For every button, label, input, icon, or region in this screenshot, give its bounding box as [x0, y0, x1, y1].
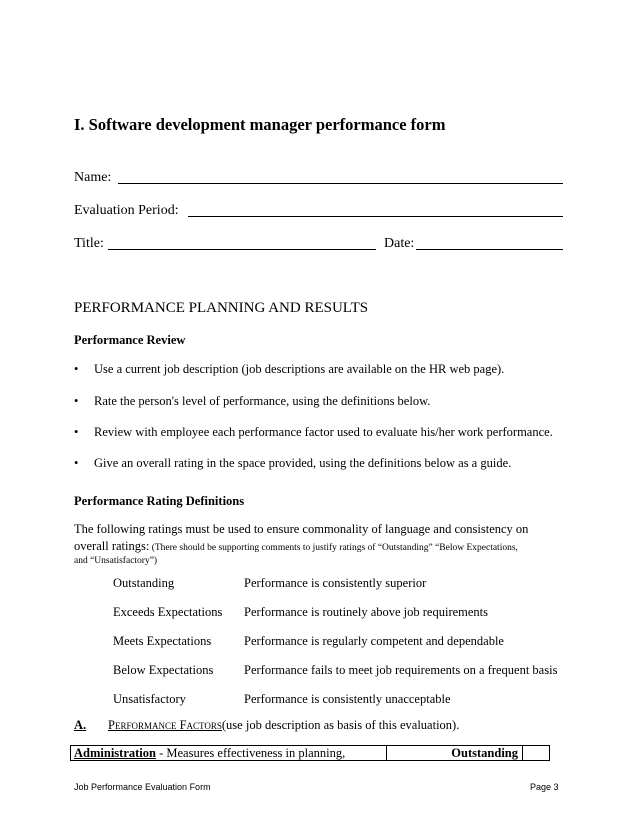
bullet-item: • Rate the person's level of performance, using the definitions below. — [74, 394, 431, 408]
document-title: I. Software development manager performance form — [74, 115, 446, 134]
bullet-item: • Give an overall rating in the space provided, using the definitions below as a guide. — [74, 456, 512, 470]
rating-description: Performance is consistently superior — [244, 576, 427, 590]
rating-term: Unsatisfactory — [113, 692, 186, 706]
rating-intro-line: and “Unsatisfactory”) — [74, 556, 158, 566]
evaluation-period-label: Evaluation Period: — [74, 203, 179, 218]
rating-checkbox[interactable] — [523, 746, 549, 760]
section-heading: PERFORMANCE PLANNING AND RESULTS — [74, 300, 369, 316]
table-row — [70, 745, 550, 761]
rating-intro-line: overall ratings: (There should be supporting comments to justify ratings of “Outstanding” “Below Expectations, — [74, 539, 518, 553]
bullet-item: • Review with employee each performance factor used to evaluate his/her work performance. — [74, 425, 553, 439]
rating-cell: Outstanding — [387, 746, 523, 760]
factors-note: (use job description as basis of this evaluation). — [221, 718, 460, 732]
rating-term: Outstanding — [113, 576, 175, 590]
rating-term: Meets Expectations — [113, 634, 212, 648]
date-label: Date: — [384, 236, 415, 251]
factor-cell: Administration - Measures effectiveness in planning, — [71, 746, 387, 760]
rating-description: Performance fails to meet job requirements on a frequent basis — [244, 663, 558, 677]
performance-review-heading: Performance Review — [74, 333, 186, 347]
rating-term: Exceeds Expectations — [113, 605, 223, 619]
rating-term: Below Expectations — [113, 663, 214, 677]
bullet-item: • Use a current job description (job descriptions are available on the HR web page). — [74, 362, 505, 376]
rating-definitions-heading: Performance Rating Definitions — [74, 494, 245, 508]
footer-page-number: Page 3 — [530, 782, 559, 792]
footer-left: Job Performance Evaluation Form — [74, 782, 211, 792]
date-field[interactable] — [416, 249, 563, 250]
title-field[interactable] — [108, 249, 376, 250]
performance-factors-line — [74, 718, 459, 733]
title-label: Title: — [74, 236, 104, 251]
rating-intro-line: The following ratings must be used to ensure commonality of language and consistency on — [74, 522, 529, 536]
rating-description: Performance is consistently unacceptable — [244, 692, 451, 706]
name-label: Name: — [74, 170, 112, 185]
rating-description: Performance is regularly competent and dependable — [244, 634, 504, 648]
factors-label: A. — [74, 718, 87, 732]
rating-description: Performance is routinely above job requirements — [244, 605, 489, 619]
factors-heading: Performance Factors — [108, 718, 222, 732]
name-field[interactable] — [118, 183, 563, 184]
evaluation-period-field[interactable] — [188, 216, 563, 217]
